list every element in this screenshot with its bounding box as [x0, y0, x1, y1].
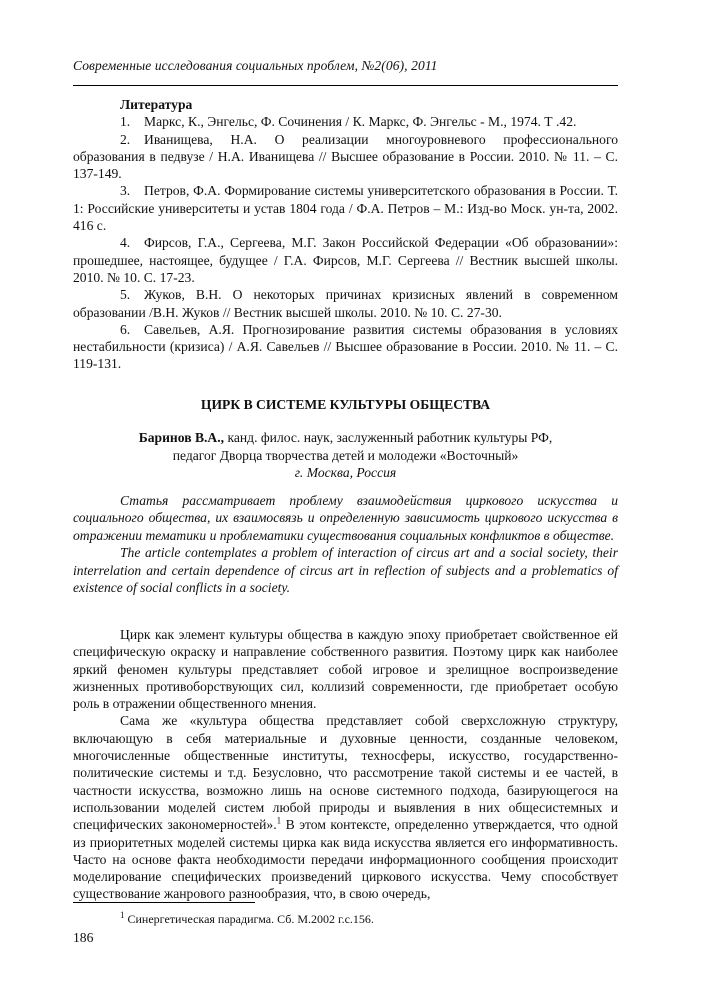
reference-item: 6. Савельев, А.Я. Прогнозирование развития системы образования в условиях нестабильности (кризиса) / А.Я. Савельев // Высшее образование в России. 2010. № 11. – С. 119-131.: [73, 321, 618, 372]
reference-item: 1. Маркс, К., Энгельс, Ф. Сочинения / К. Маркс, Ф. Энгельс - М., 1974. Т .42.: [120, 114, 577, 130]
author-line: [73, 429, 618, 447]
footnote-divider: [73, 902, 255, 903]
footnote-ref: 1: [276, 815, 282, 826]
running-title: Современные исследования социальных проблем, №2(06), 2011: [73, 58, 438, 73]
author-credentials: канд. филос. наук, заслуженный работник культуры РФ,: [224, 430, 553, 445]
author-block: [73, 429, 618, 482]
reference-item: 3. Петров, Ф.А. Формирование системы университетского образования в России. Т. 1: Российские университеты и устав 1804 года / Ф.А. Петров – М.: Изд-во Моск. ун-та, 2002. 416 с.: [73, 183, 618, 234]
abstract-en: The article contemplates a problem of interaction of circus art and a social society, their interrelation and certain dependence of circus art in reflection of subjects and a problematics of existence of social conflicts in a society.: [73, 545, 618, 596]
body-paragraph: Цирк как элемент культуры общества в каждую эпоху приобретает свойственное ей специфическую окраску и направление собственного развития. Поэтому цирк как наиболее яркий феномен культуры представляет собой игровое и зрелищное воспроизведение жизненных противоборствующих сил, коллизий современности, где приобретает особую роль в отражении общественного мнения.: [73, 627, 618, 712]
reference-item: 2. Иванищева, Н.А. О реализации многоуровневого профессионального образования в педвузе / Н.А. Иванищева // Высшее образование в России. 2010. № 11. – С. 137-149.: [73, 131, 618, 182]
footnote: [73, 912, 618, 927]
author-name: Баринов В.А.,: [138, 430, 225, 445]
reference-item: 4. Фирсов, Г.А., Сергеева, М.Г. Закон Российской Федерации «Об образовании»: прошедшее, настоящее, будущее / Г.А. Фирсов, М.Г. Сергеева // Вестник высшей школы. 2010. № 10. С. 17-23.: [73, 235, 618, 285]
page-number: 186: [73, 930, 94, 945]
header-divider: [73, 85, 618, 86]
body-paragraph: Сама же «культура общества представляет собой сверхсложную структуру, включающую в себя материальные и духовные ценности, созданные человеком, многочисленные общественные институты, техносферы, искусство, государственно-политические системы и т.д. Безусловно, что рассмотрение такой системы и ее частей, в частности искусства, возможно лишь на основе системного подхода, базирующегося на использовании моделей систем любой природы и выявления в них общесистемных и специфических закономерностей».$^1$ В этом контексте, определенно утверждается, что одной из приоритетных моделей системы цирка как вида искусства является его информативность. Часто на основе факта необходимости передачи информационного сообщения происходит моделирование специфических произведений циркового искусства. Чему способствует существование жанрового разнообразия, что, в свою очередь,: [73, 713, 618, 902]
reference-item: 5. Жуков, В.Н. О некоторых причинах кризисных явлений в современном образовании /В.Н. Жуков // Вестник высшей школы. 2010. № 10. С. 27-30.: [73, 287, 618, 320]
abstract-ru: Статья рассматривает проблему взаимодействия циркового искусства и социального общества, их взаимосвязь и определенную зависимость циркового искусства в отражении тематики и проблематики существования социальных конфликтов в обществе.: [73, 493, 618, 543]
references-title: Литература: [120, 97, 193, 112]
author-city: г. Москва, Россия: [294, 465, 397, 480]
references-section: [73, 96, 618, 373]
footnote-text: Синергетическая парадигма. Сб. М.2002 г.с.156.: [124, 912, 374, 926]
article-body: [73, 626, 618, 903]
abstract: [73, 492, 618, 596]
footnote-marker: 1: [120, 910, 125, 920]
article-title: ЦИРК В СИСТЕМЕ КУЛЬТУРЫ ОБЩЕСТВА: [200, 397, 491, 412]
author-affiliation: педагог Дворца творчества детей и молодежи «Восточный»: [172, 447, 519, 463]
